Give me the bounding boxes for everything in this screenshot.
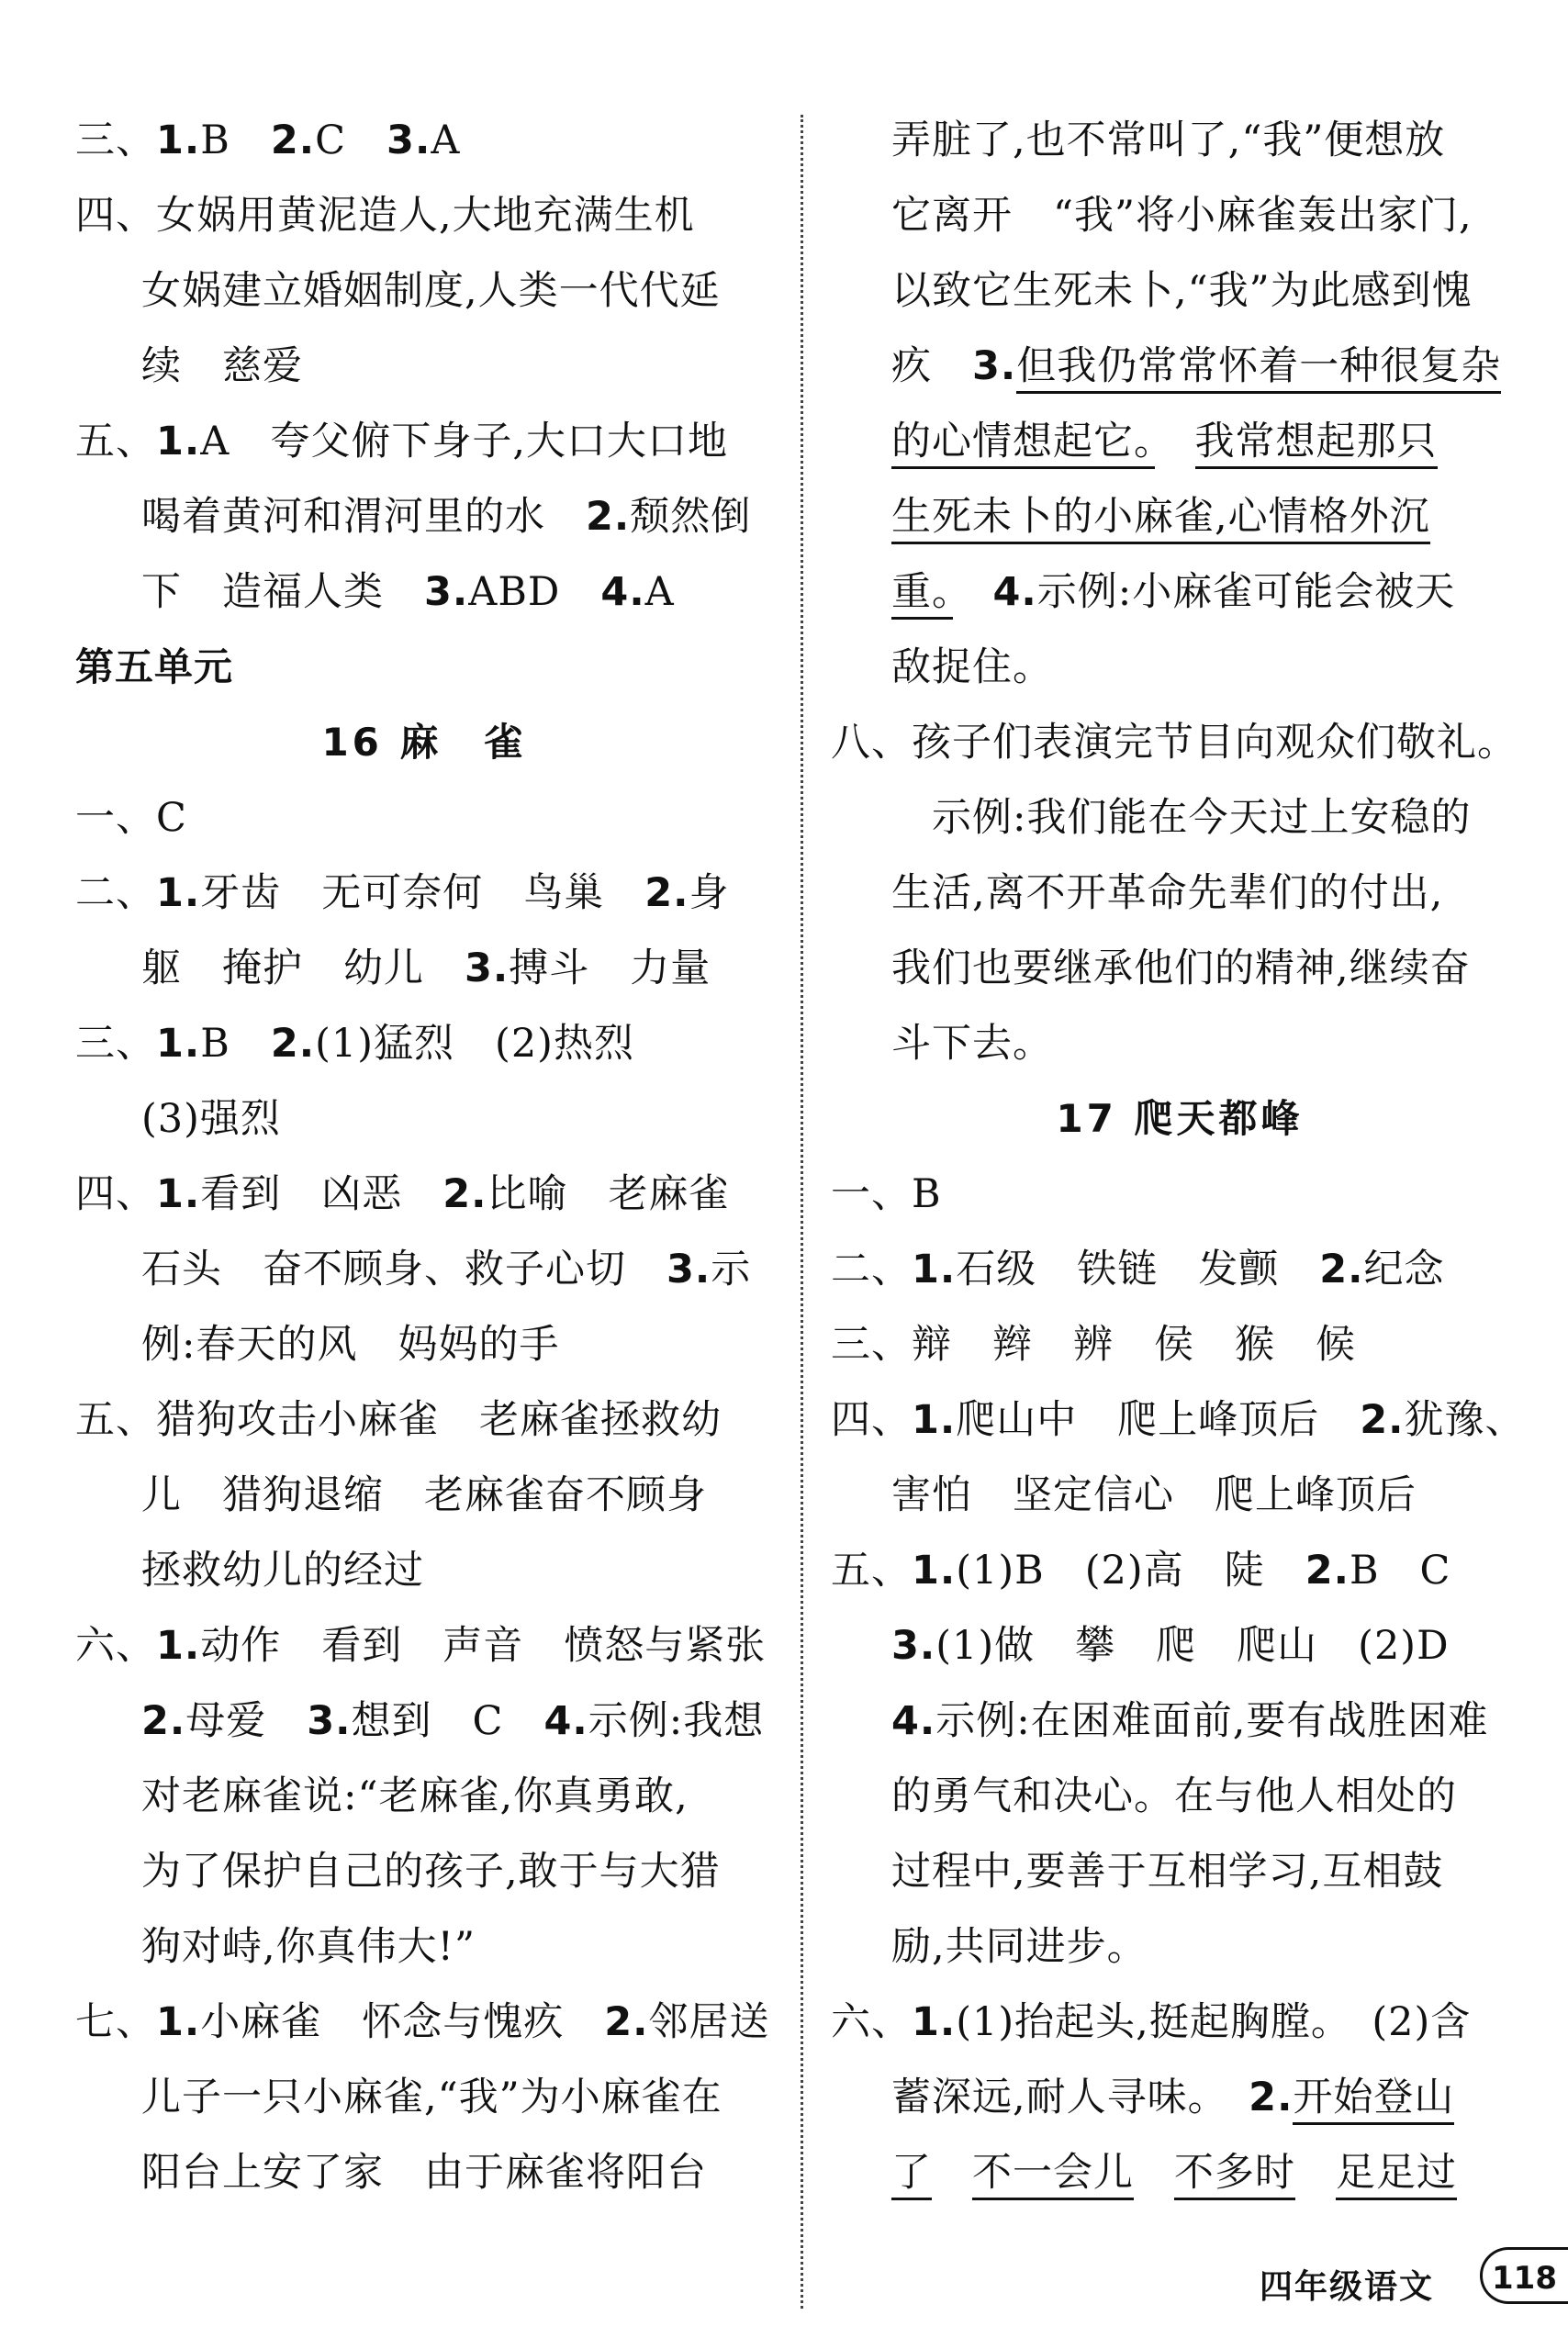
answer-line: 三、1.B 2.(1)猛烈 (2)热烈: [75, 1021, 634, 1067]
answer-line: 五、1.(1)B (2)高 陡 2.B C: [831, 1548, 1451, 1594]
answer-line: 七、1.小麻雀 怀念与愧疚 2.邻居送: [75, 1999, 770, 2045]
underlined-sentence: 生死未卜的小麻雀,心情格外沉: [891, 494, 1430, 544]
underlined-sentence: 我常想起那只: [1195, 419, 1438, 469]
answer-line: 励,共同进步。: [891, 1924, 1148, 1970]
answer-line: 拯救幼儿的经过: [141, 1548, 424, 1594]
answer-line: 生活,离不开革命先辈们的付出,: [891, 870, 1444, 916]
answer-line: 儿 猎狗退缩 老麻雀奋不顾身: [141, 1472, 707, 1518]
footer-grade-subject: 四年级语文: [1260, 2268, 1435, 2306]
underlined-phrase: 不一会儿: [972, 2150, 1134, 2200]
answer-line: 儿子一只小麻雀,“我”为小麻雀在: [141, 2075, 722, 2120]
answer-line: 续 慈爱: [141, 343, 303, 389]
answer-line: 四、1.看到 凶恶 2.比喻 老麻雀: [75, 1171, 730, 1217]
answer-line: 下 造福人类 3.ABD 4.A: [141, 569, 675, 615]
answer-line: 弄脏了,也不常叫了,“我”便想放: [891, 117, 1446, 163]
answer-line: 斗下去。: [891, 1021, 1053, 1067]
underlined-phrase: 开始登山: [1293, 2075, 1454, 2125]
answer-line: 例:春天的风 妈妈的手: [141, 1322, 560, 1368]
answer-line: 以致它生死未卜,“我”为此感到愧: [891, 268, 1473, 314]
answer-line: 我们也要继承他们的精神,继续奋: [891, 945, 1471, 991]
underlined-sentence: 但我仍常常怀着一种很复杂: [1016, 343, 1501, 394]
underlined-phrase: 了: [891, 2150, 932, 2200]
answer-line: 3.(1)做 攀 爬 爬山 (2)D: [891, 1623, 1450, 1669]
answer-line: [831, 404, 1529, 479]
answer-line: 一、C: [75, 795, 187, 841]
right-column: [831, 103, 1529, 2210]
answer-line: 女娲建立婚姻制度,人类一代代延: [141, 268, 721, 314]
answer-line: 四、1.爬山中 爬上峰顶后 2.犹豫、: [831, 1397, 1526, 1443]
unit-title: 第五单元: [75, 644, 234, 689]
lesson-title: 17 爬天都峰: [1056, 1096, 1304, 1141]
answer-line: 三、1.B 2.C 3.A: [75, 117, 461, 163]
answer-line: 2.母爱 3.想到 C 4.示例:我想: [141, 1698, 765, 1744]
answer-line: 四、女娲用黄泥造人,大地充满生机: [75, 193, 695, 239]
left-column: [75, 103, 773, 2210]
page-number: 118: [1480, 2247, 1568, 2304]
answer-line: [831, 2135, 1529, 2210]
column-divider: [801, 115, 803, 2309]
answer-line: 疚 3.但我仍常常怀着一种很复杂: [831, 329, 1529, 404]
answer-line: 蓄深远,耐人寻味。 2.开始登山: [831, 2060, 1529, 2135]
answer-line: 害怕 坚定信心 爬上峰顶后: [891, 1472, 1417, 1518]
answer-line: 的勇气和决心。在与他人相处的: [891, 1773, 1457, 1819]
answer-line: 为了保护自己的孩子,敢于与大猎: [141, 1849, 721, 1895]
answer-line: (3)强烈: [141, 1096, 281, 1142]
underlined-phrase: 足足过: [1336, 2150, 1457, 2200]
underlined-phrase: 不多时: [1174, 2150, 1295, 2200]
answer-line: 它离开 “我”将小麻雀轰出家门,: [891, 193, 1473, 239]
answer-line: 过程中,要善于互相学习,互相鼓: [891, 1849, 1444, 1895]
answer-line: 敌捉住。: [891, 644, 1053, 690]
answer-line: [831, 479, 1529, 554]
answer-line: 对老麻雀说:“老麻雀,你真勇敢,: [141, 1773, 689, 1819]
answer-line: 五、1.A 夸父俯下身子,大口大口地: [75, 419, 728, 464]
answer-line: 二、1.石级 铁链 发颤 2.纪念: [831, 1247, 1445, 1292]
answer-line: 喝着黄河和渭河里的水 2.颓然倒: [141, 494, 752, 540]
answer-line: 重。 4.示例:小麻雀可能会被天: [831, 554, 1529, 630]
answer-line: 示例:我们能在今天过上安稳的: [932, 795, 1472, 841]
underlined-sentence: 的心情想起它。: [891, 419, 1155, 469]
answer-line: 八、孩子们表演完节目向观众们敬礼。: [831, 720, 1518, 766]
answer-line: 阳台上安了家 由于麻雀将阳台: [141, 2150, 707, 2196]
answer-line: 三、辩 辫 辨 侯 猴 候: [831, 1322, 1356, 1368]
answer-line: 石头 奋不顾身、救子心切 3.示: [141, 1247, 752, 1292]
underlined-sentence: 重。: [891, 569, 953, 620]
answer-line: 躯 掩护 幼儿 3.搏斗 力量: [141, 945, 711, 991]
answer-line: 六、1.(1)抬起头,挺起胸膛。 (2)含: [831, 1999, 1472, 2045]
lesson-title: 16 麻 雀: [321, 720, 527, 765]
answer-line: 六、1.动作 看到 声音 愤怒与紧张: [75, 1623, 767, 1669]
answer-line: 五、猎狗攻击小麻雀 老麻雀拯救幼: [75, 1397, 722, 1443]
answer-line: 一、B: [831, 1171, 942, 1217]
answer-line: 狗对峙,你真伟大!”: [141, 1924, 476, 1970]
answer-line: 4.示例:在困难面前,要有战胜困难: [891, 1698, 1489, 1744]
answer-line: 二、1.牙齿 无可奈何 鸟巢 2.身: [75, 870, 730, 916]
